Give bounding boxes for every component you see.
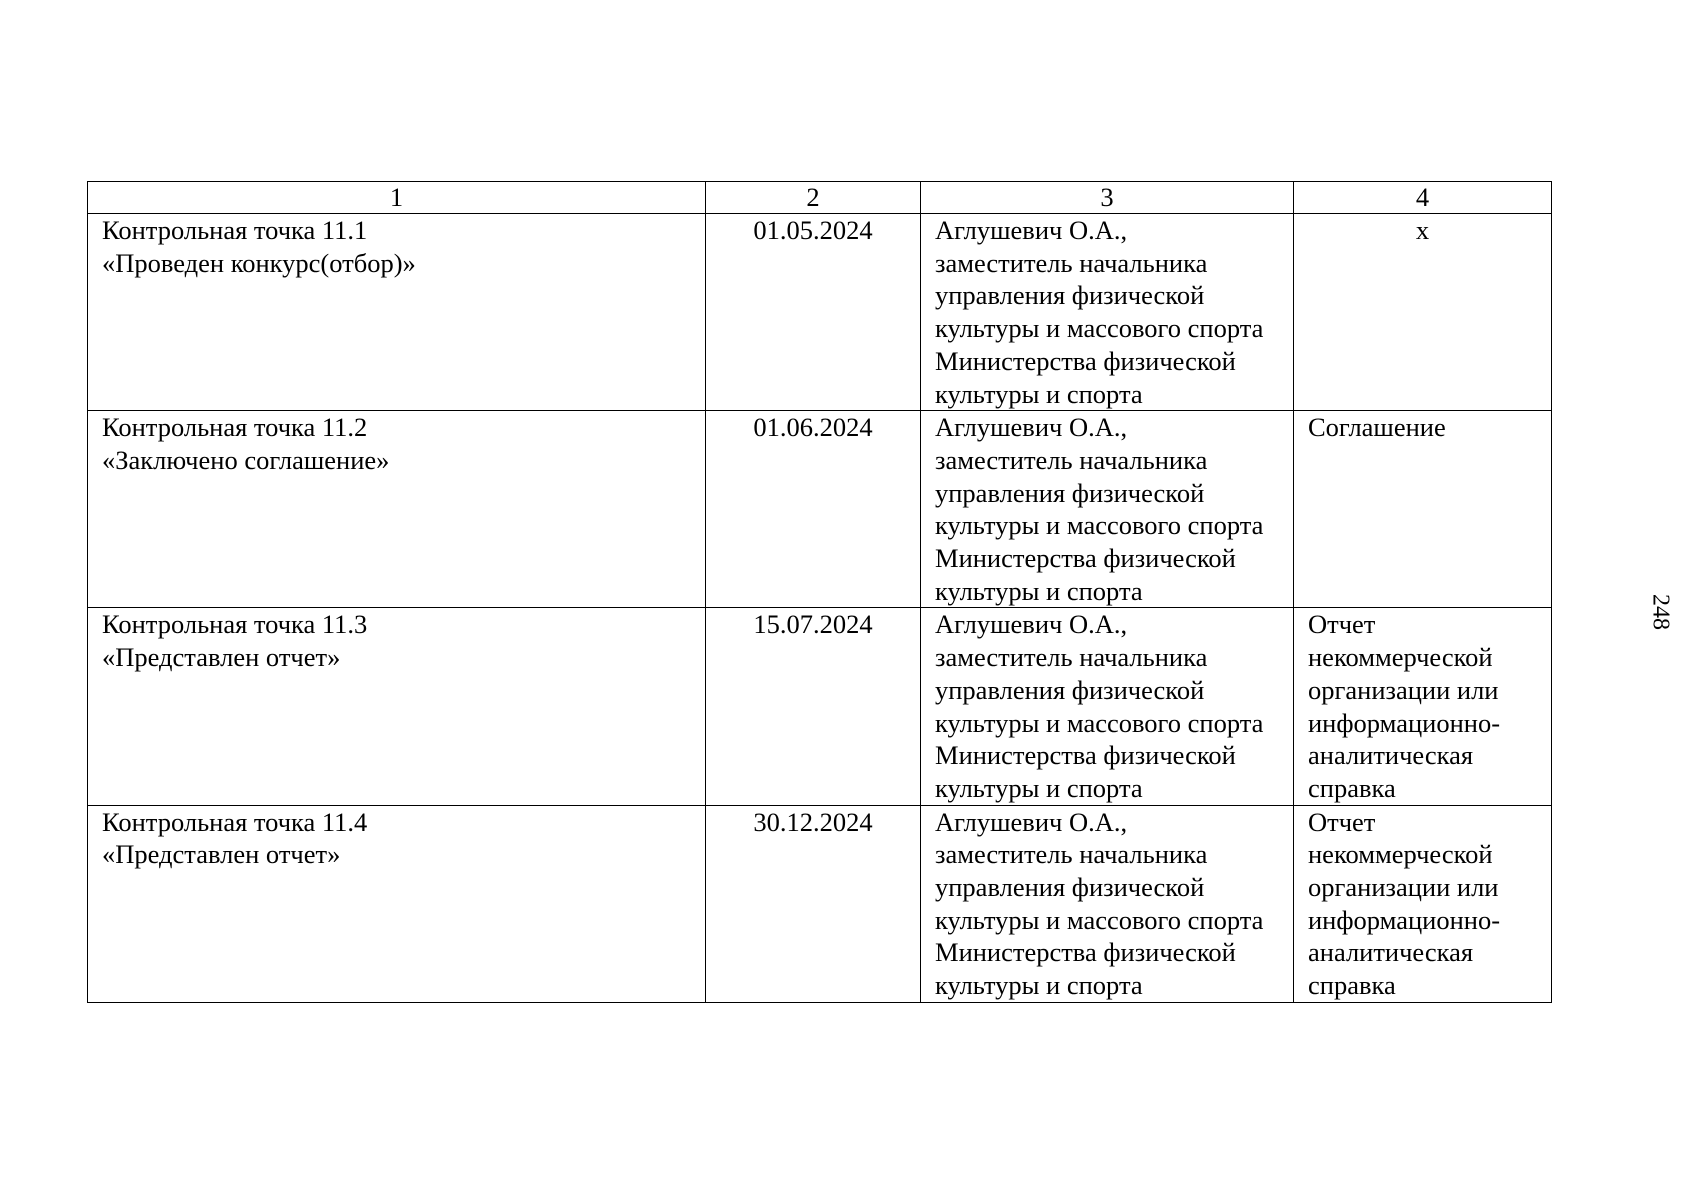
column-header-4: 4 — [1294, 182, 1552, 214]
page-number: 248 — [1647, 594, 1674, 630]
date-cell: 01.06.2024 — [706, 411, 921, 608]
table-row — [88, 411, 1552, 608]
responsible-cell: Аглушевич О.А., заместитель начальника управления физической культуры и массового спорта Министерства физической культуры и спорта — [921, 608, 1294, 805]
control-points-table — [87, 181, 1552, 1003]
document-cell: x — [1294, 214, 1552, 411]
table-row — [88, 214, 1552, 411]
column-header-1: 1 — [88, 182, 706, 214]
date-cell: 30.12.2024 — [706, 805, 921, 1002]
table-row — [88, 608, 1552, 805]
table-header-row — [88, 182, 1552, 214]
document-cell: Соглашение — [1294, 411, 1552, 608]
control-point-cell: Контрольная точка 11.2 «Заключено соглашение» — [88, 411, 706, 608]
control-point-cell: Контрольная точка 11.1 «Проведен конкурс(отбор)» — [88, 214, 706, 411]
date-cell: 15.07.2024 — [706, 608, 921, 805]
column-header-3: 3 — [921, 182, 1294, 214]
document-cell: Отчет некоммерческой организации или информационно- аналитическая справка — [1294, 805, 1552, 1002]
table-row — [88, 805, 1552, 1002]
control-point-cell: Контрольная точка 11.3 «Представлен отчет» — [88, 608, 706, 805]
control-point-cell: Контрольная точка 11.4 «Представлен отчет» — [88, 805, 706, 1002]
column-header-2: 2 — [706, 182, 921, 214]
responsible-cell: Аглушевич О.А., заместитель начальника управления физической культуры и массового спорта Министерства физической культуры и спорта — [921, 214, 1294, 411]
document-cell: Отчет некоммерческой организации или информационно- аналитическая справка — [1294, 608, 1552, 805]
responsible-cell: Аглушевич О.А., заместитель начальника управления физической культуры и массового спорта Министерства физической культуры и спорта — [921, 805, 1294, 1002]
responsible-cell: Аглушевич О.А., заместитель начальника управления физической культуры и массового спорта Министерства физической культуры и спорта — [921, 411, 1294, 608]
date-cell: 01.05.2024 — [706, 214, 921, 411]
